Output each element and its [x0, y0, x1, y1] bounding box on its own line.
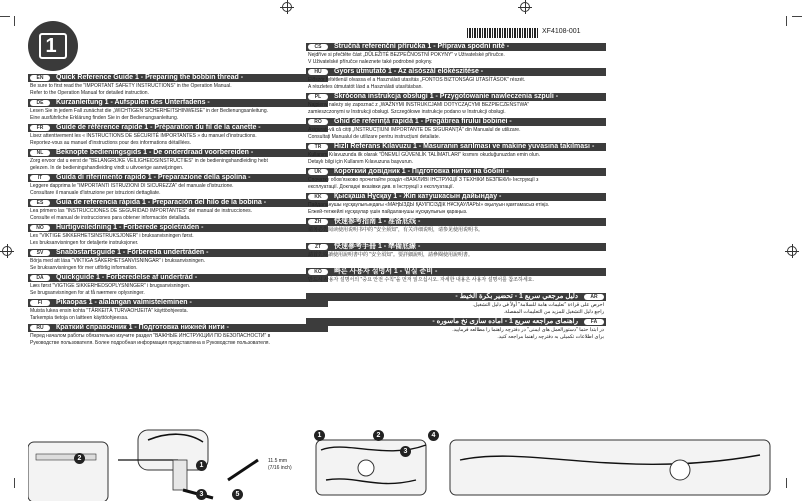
section-title-band	[28, 324, 328, 332]
section-title-band	[28, 124, 328, 132]
section-nl	[28, 149, 328, 174]
section-body	[306, 151, 606, 168]
instruction-line: Руководстве пользователя. Более подробная информация представлена в Руководстве пользователя.	[30, 340, 270, 346]
section-title-band	[306, 318, 606, 326]
language-code-badge: IT	[30, 175, 50, 181]
section-body	[28, 257, 328, 274]
section-title: Ghid de referință rapidă 1 - Pregătirea firului bobinei -	[334, 118, 512, 125]
instruction-line: برای اطلاعات تکمیلی به دفترچه راهنما مراجعه کنید.	[497, 334, 604, 340]
instruction-line: Leggere dapprima le "IMPORTANTI ISTRUZIONI DI SICUREZZA" del manuale d'istruzione.	[30, 183, 234, 189]
section-sv	[28, 249, 328, 274]
language-code-badge: SV	[30, 250, 50, 256]
instruction-line: Consultare il manuale d'istruzione per istruzioni dettagliate.	[30, 190, 161, 196]
language-code-badge: CS	[308, 44, 328, 50]
section-title-band	[28, 249, 328, 257]
instruction-line: Consulte el manual de instrucciones para obtener información detallada.	[30, 215, 191, 221]
section-body	[306, 201, 606, 218]
section-title: 快速参考指南 1 - 准备底线 -	[334, 218, 421, 225]
section-title: Snabbstartsguide 1 - Förbereda undertråden -	[56, 249, 209, 256]
instruction-line: Reportez-vous au manuel d'instructions pour des informations détaillées.	[30, 140, 192, 146]
instruction-line: Najpierw należy się zapoznać z „WAŻNYMI INSTRUKCJAMI DOTYCZĄCYMI BEZPIECZEŃSTWA"	[308, 102, 530, 108]
instruction-line: Перед началом работы обязательно изучите раздел "ВАЖНЫЕ ИНСТРУКЦИИ ПО БЕЗОПАСНОСТИ" в	[30, 333, 271, 339]
section-title-band	[28, 174, 328, 182]
section-body	[306, 101, 606, 118]
step-callout: 3	[400, 446, 411, 457]
section-title: Қысқаша Нұсқау 1 - Жіп катушкасын дайындау -	[334, 193, 502, 200]
section-title: 빠른 사용자 설명서 1 - 밑실 준비 -	[334, 268, 438, 275]
step-callout: 1	[196, 460, 207, 471]
instruction-line: A részletes útmutatót lásd a Használati utasításban.	[308, 84, 423, 90]
section-title-band	[306, 243, 606, 251]
section-body	[306, 276, 606, 293]
instruction-line: Егжей-тегжейлі нұсқаулар үшін пайдаланушы нұсқаулығын қараңыз.	[308, 209, 468, 215]
section-title-band	[28, 149, 328, 157]
instruction-line: Kullanım Kılavuzunda ilk olarak "ÖNEMLİ GÜVENLİK TALİMATLARI" kısmını okuduğunuzdan emin olun.	[308, 152, 540, 158]
section-zh	[306, 218, 606, 243]
instruction-line: Muista lukea ensin kohta "TÄRKEITÄ TURVAOHJEITA" käyttöohjeesta.	[30, 308, 188, 314]
section-title: Kurzanleitung 1 - Aufspulen des Unterfadens -	[56, 99, 210, 106]
instruction-line: Börja med att läsa "VIKTIGA SÄKERHETSANVISNINGAR" i bruksanvisningen.	[30, 258, 206, 264]
instruction-line: Lea primero las "INSTRUCCIONES DE SEGURIDAD IMPORTANTES" del manual de instrucciones.	[30, 208, 253, 214]
section-ro	[306, 118, 606, 143]
bobbin-threading-illustration	[306, 420, 436, 501]
language-code-badge: EN	[30, 75, 50, 81]
language-code-badge: DE	[30, 100, 50, 106]
crop-mark	[14, 478, 15, 488]
dimension-mm: 11.5 mm	[268, 458, 288, 464]
section-title: Quickguide 1 - Forberedelse af undertråd -	[56, 274, 198, 281]
language-code-badge: ES	[30, 200, 50, 206]
registration-mark-right	[787, 246, 797, 256]
instruction-line: Zorg ervoor dat u eerst de "BELANGRIJKE VEILIGHEIDSINSTRUCTIES" in de bedieningshandleiding hebt	[30, 158, 268, 164]
section-title-band	[306, 218, 606, 226]
language-code-badge: PL	[308, 94, 328, 100]
section-body	[306, 51, 606, 68]
registration-mark-top-right	[520, 2, 530, 12]
instruction-line: راجع دليل التشغيل للمزيد من التعليمات المفصلة.	[503, 309, 604, 315]
section-pl	[306, 93, 606, 118]
section-body	[28, 307, 328, 324]
section-title: Hızlı Referans Kılavuzu 1 - Masuranın sarılması ve makine yuvasına takılması -	[334, 143, 595, 150]
section-fi	[28, 299, 328, 324]
section-title: Краткий справочник 1 - Подготовка нижней нити -	[56, 324, 229, 331]
instruction-line: Consultați Manualul de utilizare pentru instrucțiuni detaliate.	[308, 134, 441, 140]
dimension-inch: (7/16 inch)	[268, 465, 292, 471]
section-title: Guía de referencia rápida 1 - Preparación del hilo de la bobina -	[56, 199, 267, 206]
section-title-band	[306, 193, 606, 201]
section-title: Короткий довідник 1 - Підготовка нитки на бобіні -	[334, 168, 509, 175]
guide-number: 1	[45, 35, 57, 57]
language-code-badge: DA	[30, 275, 50, 281]
step-callout: 2	[373, 430, 384, 441]
section-ar	[306, 293, 606, 318]
section-en	[28, 74, 328, 99]
section-body	[306, 326, 606, 343]
section-body	[306, 226, 606, 243]
section-title-band	[306, 168, 606, 176]
section-title: راهنمای مراجعه سریع 1 - آماده سازی نخ ماسوره -	[432, 318, 578, 325]
section-title-band	[306, 118, 606, 126]
language-code-badge: TR	[308, 144, 328, 150]
section-title-band	[306, 68, 606, 76]
crop-mark	[786, 478, 787, 488]
section-title: Beknopte bedieningsgids 1 - De onderdraad voorbereiden -	[56, 149, 254, 156]
crop-mark	[786, 16, 787, 26]
section-title-band	[306, 143, 606, 151]
section-body	[28, 207, 328, 224]
instruction-line: Lisez attentivement les « INSTRUCTIONS DE SÉCURITÉ IMPORTANTES » du manuel d'instructions.	[30, 133, 257, 139]
section-uk	[306, 168, 606, 193]
registration-mark-top	[282, 2, 292, 12]
section-title-band	[28, 274, 328, 282]
instruction-line: V Uživatelské příručce naleznete také podrobné pokyny.	[308, 59, 433, 65]
section-title-band	[28, 299, 328, 307]
section-body	[28, 332, 328, 349]
instruction-line: Пайдаланушы нұсқаулығындағы «МАҢЫЗДЫ ҚАУІПСІЗДІК НҰСҚАУЛАРЫ» оқылуын қамтамасыз етіңіз.	[308, 202, 550, 208]
section-body	[306, 301, 606, 318]
instruction-line: Спочатку обов'язково прочитайте розділ «ВАЖЛИВІ ІНСТРУКЦІЇ З ТЕХНІКИ БЕЗПЕКИ» Інструкції з	[308, 177, 539, 183]
section-title-band	[306, 268, 606, 276]
section-title: دليل مرجعي سريع 1 - تحضير بكرة الخيط -	[455, 293, 578, 300]
section-title: 快速參考手冊 1 - 準備底線 -	[334, 243, 421, 250]
section-tr	[306, 143, 606, 168]
section-title: Guide de référence rapide 1 - Préparation du fil de la canette -	[56, 124, 261, 131]
section-cs	[306, 43, 606, 68]
section-body	[28, 282, 328, 299]
section-title-band	[306, 43, 606, 51]
language-code-badge: FA	[584, 319, 604, 325]
language-code-badge: KO	[308, 269, 328, 275]
section-de	[28, 99, 328, 124]
section-title-band	[306, 93, 606, 101]
language-code-badge: HU	[308, 69, 328, 75]
step-callout: 5	[232, 489, 243, 500]
section-title-band	[28, 224, 328, 232]
instruction-line: Lesen Sie in jedem Fall zunächst die „WICHTIGEN SICHERHEITSHINWEISE" in der Bedienungsanleitung.	[30, 108, 268, 114]
instruction-line: Se bruksanvisningen för mer utförlig information.	[30, 265, 138, 271]
step-callout: 4	[428, 430, 439, 441]
bobbin-detail-illustration	[440, 420, 780, 501]
section-ru	[28, 324, 328, 349]
step-callout: 3	[196, 489, 207, 500]
language-code-badge: ZH	[308, 219, 328, 225]
language-code-badge: KK	[308, 194, 328, 200]
section-title: Gyors útmutató 1 - Az alsószál előkészítése -	[334, 68, 484, 75]
section-it	[28, 174, 328, 199]
instruction-line: експлуатації. Докладні вказівки див. в Інструкції з експлуатації.	[308, 184, 454, 190]
section-es	[28, 199, 328, 224]
section-fr	[28, 124, 328, 149]
section-hu	[306, 68, 606, 93]
step-callout: 2	[74, 453, 85, 464]
section-ko	[306, 268, 606, 293]
instruction-line: Tarkempia tietoja on laitteen käyttöohjeessa.	[30, 315, 129, 321]
section-title: Hurtigveiledning 1 - Forberede spoletråden -	[56, 224, 204, 231]
section-zt	[306, 243, 606, 268]
instruction-line: Refer to the Operation Manual for detailed instruction.	[30, 90, 149, 96]
section-title-band	[306, 293, 606, 301]
instruction-line: Először feltétlenül olvassa el a Használati utasítás „FONTOS BIZTONSÁGI UTASÍTÁSOK" részét.	[308, 77, 526, 83]
instruction-line: احرص على قراءة "تعليمات هامة للسلامة" أولاً في دليل التشغيل.	[472, 302, 604, 308]
instruction-line: Be sure to first read the "IMPORTANT SAFETY INSTRUCTIONS" in the Operation Manual.	[30, 83, 232, 89]
language-code-badge: ZT	[308, 244, 328, 250]
section-body	[28, 82, 328, 99]
section-title: Guida di riferimento rapido 1 - Preparazione della spolina -	[56, 174, 251, 181]
section-title: Pikaopas 1 - alalangan valmisteleminen -	[56, 299, 192, 306]
instruction-line: zamieszczonymi w Instrukcji obsługi. Szczegółowe instrukcje podano w Instrukcji obsługi.	[308, 109, 506, 115]
section-body	[28, 157, 328, 174]
crop-mark	[0, 16, 10, 17]
section-body	[28, 182, 328, 199]
section-no	[28, 224, 328, 249]
instruction-line: Asigurați-vă că citiți „INSTRUCȚIUNI IMPORTANTE DE SIGURANȚĂ" din Manualul de utilizare.	[308, 127, 521, 133]
section-kk	[306, 193, 606, 218]
sewing-machine-illustration	[28, 420, 298, 501]
language-code-badge: UK	[308, 169, 328, 175]
instruction-line: Les bruksanvisningen for detaljerte instruksjoner.	[30, 240, 139, 246]
section-da	[28, 274, 328, 299]
section-body	[306, 76, 606, 93]
section-title: Skrócona instrukcja obsługi 1 - Przygotowanie nawleczenia szpuli -	[334, 93, 559, 100]
section-title-band	[28, 99, 328, 107]
guide-logo	[28, 21, 78, 71]
language-code-badge: RO	[308, 119, 328, 125]
instruction-line: gelezen. In de bedieningshandleiding vindt u uitvoerige aanwijzingen.	[30, 165, 184, 171]
section-body	[306, 176, 606, 193]
section-title-band	[28, 199, 328, 207]
instruction-line: Nejdříve si přečtěte část „DŮLEŽITÉ BEZPEČNOSTNÍ POKYNY" v Uživatelské příručce.	[308, 52, 505, 58]
language-code-badge: FI	[30, 300, 50, 306]
instruction-line: Detaylı bilgi için Kullanım Kılavuzuna başvurun.	[308, 159, 414, 165]
section-title: Quick Reference Guide 1 - Preparing the bobbin thread -	[56, 74, 244, 81]
step-callout: 1	[314, 430, 325, 441]
section-body	[28, 107, 328, 124]
dimension-label	[268, 458, 292, 472]
section-fa	[306, 318, 606, 343]
section-body	[306, 126, 606, 143]
instruction-line: 請首先閱讀使用說明書中的 "安全須知"。要詳細說明，請參閱使用說明書。	[308, 252, 473, 258]
section-body	[306, 251, 606, 268]
document-code: XF4108-001	[542, 28, 581, 35]
section-body	[28, 132, 328, 149]
crop-mark	[792, 16, 802, 17]
barcode	[467, 28, 539, 38]
instruction-line: در ابتدا حتما "دستورالعمل های ایمنی" در دفترچه راهنما را مطالعه فرمایید.	[452, 327, 604, 333]
language-code-badge: FR	[30, 125, 50, 131]
instruction-line: Læs først "VIGTIGE SIKKERHEDSOPLYSNINGER" i brugsanvisningen.	[30, 283, 191, 289]
language-code-badge: NO	[30, 225, 50, 231]
language-code-badge: AR	[584, 294, 604, 300]
instruction-line: 반드시 사용자 설명서의 "중요 안전 수칙"을 먼저 읽으십시오. 자세한 내용은 사용자 설명서를 참조하세요.	[308, 277, 534, 283]
instruction-line: Les "VIKTIGE SIKKERHETSINSTRUKSJONER" i bruksanvisningen først.	[30, 233, 194, 239]
instruction-line: Se brugsanvisningen for at få nærmere oplysninger.	[30, 290, 145, 296]
language-code-badge: RU	[30, 325, 50, 331]
left-column	[28, 74, 328, 349]
right-column	[306, 43, 606, 343]
crop-mark	[14, 16, 15, 26]
language-code-badge: NL	[30, 150, 50, 156]
section-title-band	[28, 74, 328, 82]
instruction-line: 请务必先阅读使用说明书中的 "安全须知"，有关详细说明，请参见使用说明书。	[308, 227, 483, 233]
registration-mark-left	[2, 246, 12, 256]
section-body	[28, 232, 328, 249]
section-title: Stručná referenční příručka 1 - Příprava spodní nitě -	[334, 43, 510, 50]
instruction-line: Eine ausführliche Erklärung finden Sie in der Bedienungsanleitung.	[30, 115, 179, 121]
